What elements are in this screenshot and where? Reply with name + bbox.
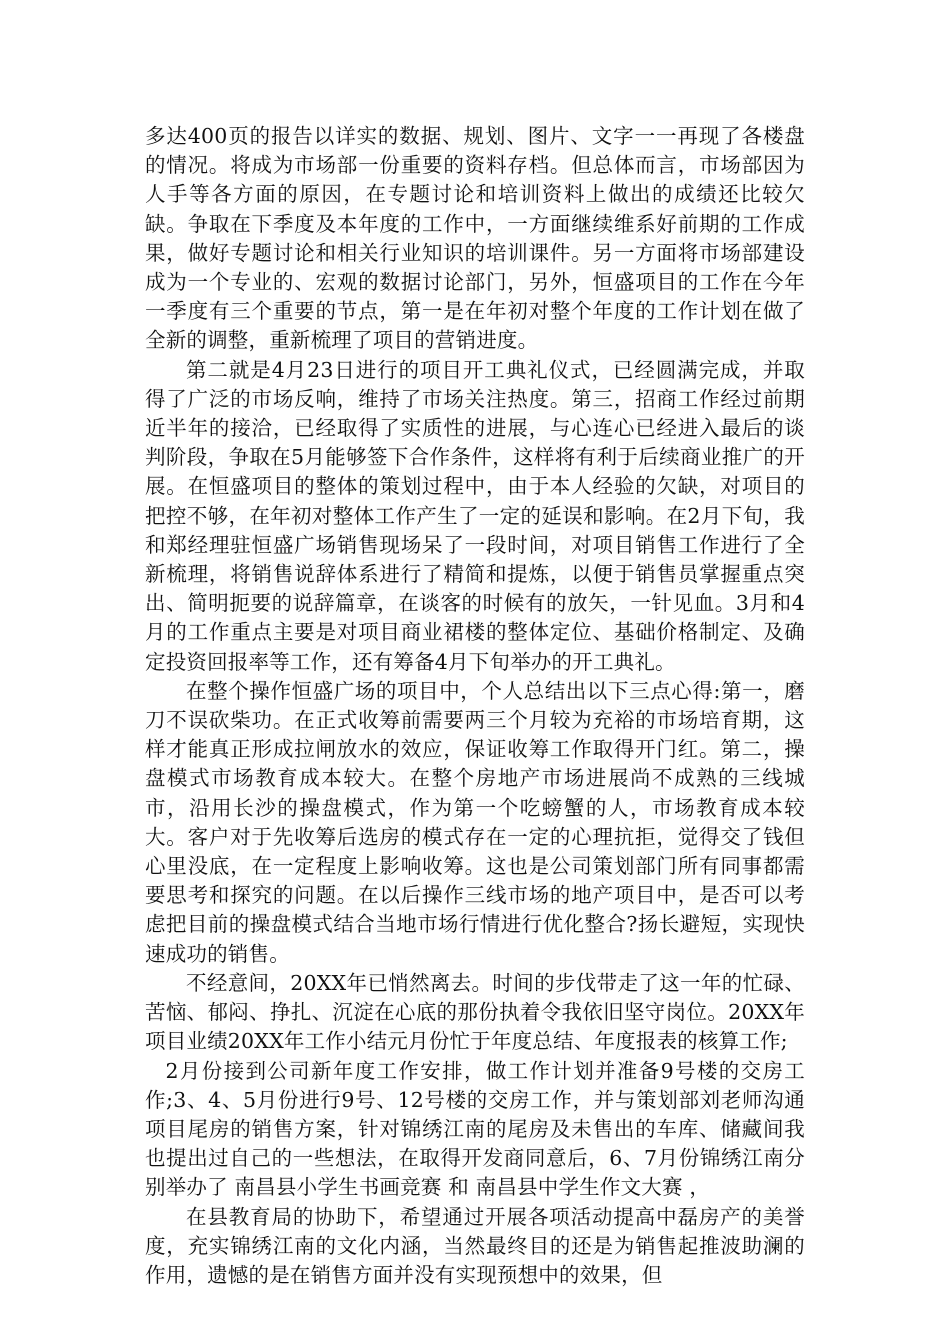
paragraph-2: 第二就是4月23日进行的项目开工典礼仪式，已经圆满完成，并取得了广泛的市场反响，维持了市场关注热度。第三，招商工作经过前期近半年的接洽，已经取得了实质性的进展，与心连心已经进入最后的谈判阶段，争取在5月能够签下合作条件，这样将有利于后续商业推广的开展。在恒盛项目的整体的策划过程中，由于本人经验的欠缺，对项目的把控不够，在年初对整体工作产生了一定的延误和影响。在2月下旬，我和郑经理驻恒盛广场销售现场呆了一段时间，对项目销售工作进行了全新梳理，将销售说辞体系进行了精简和提炼，以便于销售员掌握重点突出、简明扼要的说辞篇章，在谈客的时候有的放矢，一针见血。3月和4月的工作重点主要是对项目商业裙楼的整体定位、基础价格制定、及确定投资回报率等工作，还有筹备4月下旬举办的开工典礼。 <box>145 357 805 674</box>
paragraph-6: 在县教育局的协助下，希望通过开展各项活动提高中磊房产的美誉度，充实锦绣江南的文化内涵，当然最终目的还是为销售起推波助澜的作用，遗憾的是在销售方面并没有实现预想中的效果，但 <box>145 1204 805 1287</box>
paragraph-3: 在整个操作恒盛广场的项目中，个人总结出以下三点心得:第一，磨刀不误砍柴功。在正式收筹前需要两三个月较为充裕的市场培育期，这样才能真正形成拉闸放水的效应，保证收筹工作取得开门红。第二，操盘模式市场教育成本较大。在整个房地产市场进展尚不成熟的三线城市，沿用长沙的操盘模式，作为第一个吃螃蟹的人，市场教育成本较大。客户对于先收筹后选房的模式存在一定的心理抗拒，觉得交了钱但心里没底，在一定程度上影响收筹。这也是公司策划部门所有同事都需要思考和探究的问题。在以后操作三线市场的地产项目中，是否可以考虑把目前的操盘模式结合当地市场行情进行优化整合?扬长避短，实现快速成功的销售。 <box>145 678 805 966</box>
paragraph-1: 多达400页的报告以详实的数据、规划、图片、文字一一再现了各楼盘的情况。将成为市场部一份重要的资料存档。但总体而言，市场部因为人手等各方面的原因，在专题讨论和培训资料上做出的成绩还比较欠缺。争取在下季度及本年度的工作中，一方面继续维系好前期的工作成果，做好专题讨论和相关行业知识的培训课件。另一方面将市场部建设成为一个专业的、宏观的数据讨论部门，另外，恒盛项目的工作在今年一季度有三个重要的节点，第一是在年初对整个年度的工作计划在做了全新的调整，重新梳理了项目的营销进度。 <box>145 124 805 353</box>
document-body <box>145 122 805 1290</box>
paragraph-5: 2月份接到公司新年度工作安排，做工作计划并准备9号楼的交房工作;3、4、5月份进行9号、12号楼的交房工作，并与策划部刘老师沟通项目尾房的销售方案，针对锦绣江南的尾房及未售出的车库、储藏间我也提出过自己的一些想法，在取得开发商同意后，6、7月份锦绣江南分别举办了 南昌县小学生书画竞赛 和 南昌县中学生作文大赛 ， <box>145 1058 805 1200</box>
paragraph-4: 不经意间，20XX年已悄然离去。时间的步伐带走了这一年的忙碌、苦恼、郁闷、挣扎、沉淀在心底的那份执着令我依旧坚守岗位。20XX年项目业绩20XX年工作小结元月份忙于年度总结、年度报表的核算工作; <box>145 970 805 1054</box>
